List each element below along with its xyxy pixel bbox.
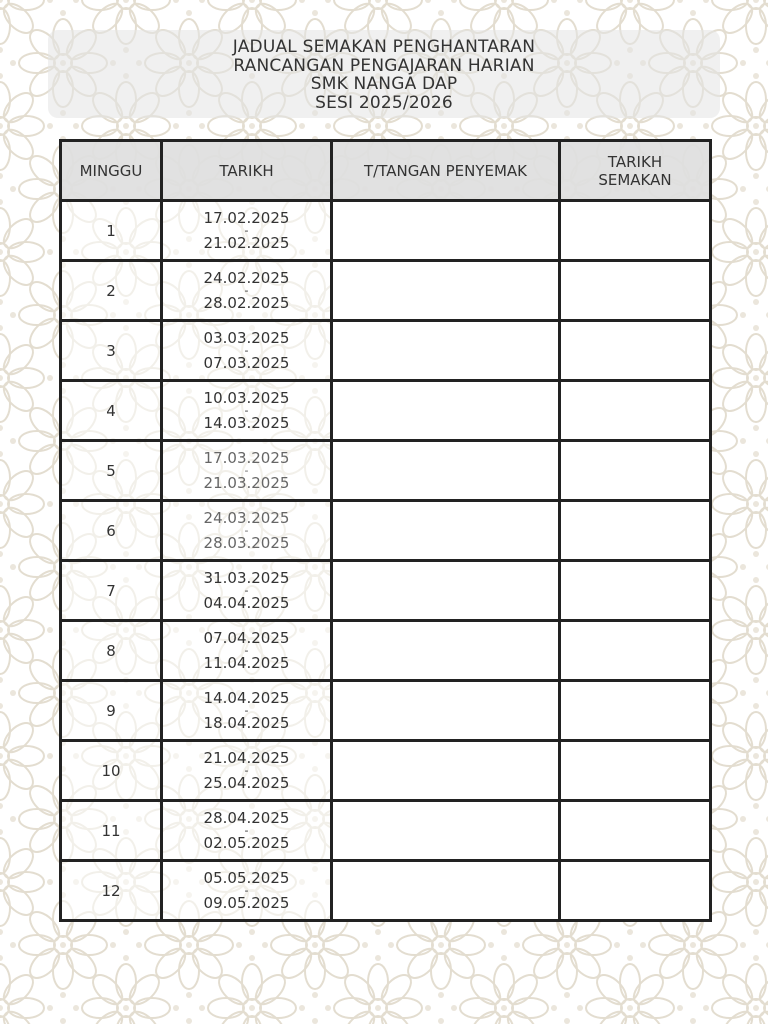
date-range-cell: [162, 501, 332, 561]
start-date: 24.03.2025: [203, 508, 290, 527]
start-date: 31.03.2025: [203, 568, 290, 587]
title-line-4: SESI 2025/2026: [315, 92, 453, 113]
review-date-cell: [560, 381, 711, 441]
table-row: [61, 321, 711, 381]
date-range-cell: [162, 381, 332, 441]
end-date: 18.04.2025: [203, 713, 290, 732]
reviewer-signature-cell: [332, 741, 560, 801]
week-number-cell: 11: [61, 801, 162, 861]
end-date: 11.04.2025: [203, 653, 290, 672]
header-minggu: MINGGU: [61, 141, 162, 201]
review-date-cell: [560, 201, 711, 261]
start-date: 03.03.2025: [203, 328, 290, 347]
reviewer-signature-cell: [332, 441, 560, 501]
date-range: [163, 268, 330, 312]
week-number-cell: 8: [61, 621, 162, 681]
end-date: 07.03.2025: [203, 353, 290, 372]
week-number-cell: 12: [61, 861, 162, 921]
header-tarikh-semakan-line-2: SEMAKAN: [598, 170, 672, 189]
start-date: 21.04.2025: [203, 748, 290, 767]
date-range: [163, 208, 330, 252]
date-separator: -: [244, 403, 249, 417]
date-separator: -: [244, 343, 249, 357]
review-date-cell: [560, 321, 711, 381]
table-row: [61, 741, 711, 801]
date-range-cell: [162, 681, 332, 741]
date-range: [163, 448, 330, 492]
title-line-1: JADUAL SEMAKAN PENGHANTARAN: [232, 37, 536, 57]
date-separator: -: [244, 703, 249, 717]
date-separator: -: [244, 763, 249, 777]
header-tarikh-semakan: [560, 141, 711, 201]
week-number-cell: 1: [61, 201, 162, 261]
review-date-cell: [560, 621, 711, 681]
start-date: 24.02.2025: [203, 268, 290, 287]
header-tarikh: TARIKH: [162, 141, 332, 201]
start-date: 07.04.2025: [203, 628, 290, 647]
date-separator: -: [244, 223, 249, 237]
start-date: 17.03.2025: [203, 448, 290, 467]
end-date: 02.05.2025: [203, 833, 290, 852]
header-tarikh-semakan-line-1: TARIKH: [607, 152, 663, 171]
table-row: [61, 561, 711, 621]
week-number-cell: 3: [61, 321, 162, 381]
date-separator: -: [244, 583, 249, 597]
end-date: 28.03.2025: [203, 533, 290, 552]
date-range: [163, 328, 330, 372]
date-range: [163, 508, 330, 552]
end-date: 21.03.2025: [203, 473, 290, 492]
end-date: 21.02.2025: [203, 233, 290, 252]
table-row: [61, 621, 711, 681]
review-date-cell: [560, 441, 711, 501]
date-range-cell: [162, 201, 332, 261]
start-date: 10.03.2025: [203, 388, 290, 407]
reviewer-signature-cell: [332, 561, 560, 621]
start-date: 17.02.2025: [203, 208, 290, 227]
review-date-cell: [560, 801, 711, 861]
start-date: 14.04.2025: [203, 688, 290, 707]
date-range: [163, 868, 330, 912]
date-range-cell: [162, 261, 332, 321]
date-range: [163, 568, 330, 612]
week-number-cell: 5: [61, 441, 162, 501]
week-number-cell: 7: [61, 561, 162, 621]
reviewer-signature-cell: [332, 801, 560, 861]
date-range-cell: [162, 801, 332, 861]
date-range-cell: [162, 321, 332, 381]
review-schedule-table: [59, 139, 712, 922]
date-range-cell: [162, 621, 332, 681]
table-row: [61, 861, 711, 921]
end-date: 28.02.2025: [203, 293, 290, 312]
review-date-cell: [560, 741, 711, 801]
date-separator: -: [244, 823, 249, 837]
week-number-cell: 2: [61, 261, 162, 321]
table-row: [61, 681, 711, 741]
week-number-cell: 4: [61, 381, 162, 441]
end-date: 09.05.2025: [203, 893, 290, 912]
date-range: [163, 688, 330, 732]
header-tandatangan-penyemak: T/TANGAN PENYEMAK: [332, 141, 560, 201]
date-range: [163, 388, 330, 432]
reviewer-signature-cell: [332, 201, 560, 261]
date-range-cell: [162, 861, 332, 921]
week-number-cell: 6: [61, 501, 162, 561]
title-line-3: SMK NANGA DAP: [310, 74, 458, 94]
date-separator: -: [244, 523, 249, 537]
review-date-cell: [560, 861, 711, 921]
date-separator: -: [244, 463, 249, 477]
date-separator: -: [244, 283, 249, 297]
reviewer-signature-cell: [332, 621, 560, 681]
start-date: 05.05.2025: [203, 868, 290, 887]
review-date-cell: [560, 501, 711, 561]
date-separator: -: [244, 883, 249, 897]
week-number-cell: 9: [61, 681, 162, 741]
week-number-cell: 10: [61, 741, 162, 801]
date-range-cell: [162, 561, 332, 621]
review-date-cell: [560, 561, 711, 621]
table-row: [61, 201, 711, 261]
date-range: [163, 628, 330, 672]
table-row: [61, 501, 711, 561]
reviewer-signature-cell: [332, 861, 560, 921]
table-row: [61, 381, 711, 441]
reviewer-signature-cell: [332, 501, 560, 561]
date-separator: -: [244, 643, 249, 657]
reviewer-signature-cell: [332, 681, 560, 741]
page-title: [48, 38, 720, 112]
date-range-cell: [162, 741, 332, 801]
table-row: [61, 441, 711, 501]
date-range: [163, 748, 330, 792]
end-date: 04.04.2025: [203, 593, 290, 612]
table-header-row: [61, 141, 711, 201]
end-date: 14.03.2025: [203, 413, 290, 432]
table-row: [61, 261, 711, 321]
start-date: 28.04.2025: [203, 808, 290, 827]
reviewer-signature-cell: [332, 381, 560, 441]
review-date-cell: [560, 681, 711, 741]
end-date: 25.04.2025: [203, 773, 290, 792]
reviewer-signature-cell: [332, 261, 560, 321]
date-range-cell: [162, 441, 332, 501]
title-line-2: RANCANGAN PENGAJARAN HARIAN: [233, 55, 535, 76]
date-range: [163, 808, 330, 852]
review-date-cell: [560, 261, 711, 321]
table-row: [61, 801, 711, 861]
reviewer-signature-cell: [332, 321, 560, 381]
